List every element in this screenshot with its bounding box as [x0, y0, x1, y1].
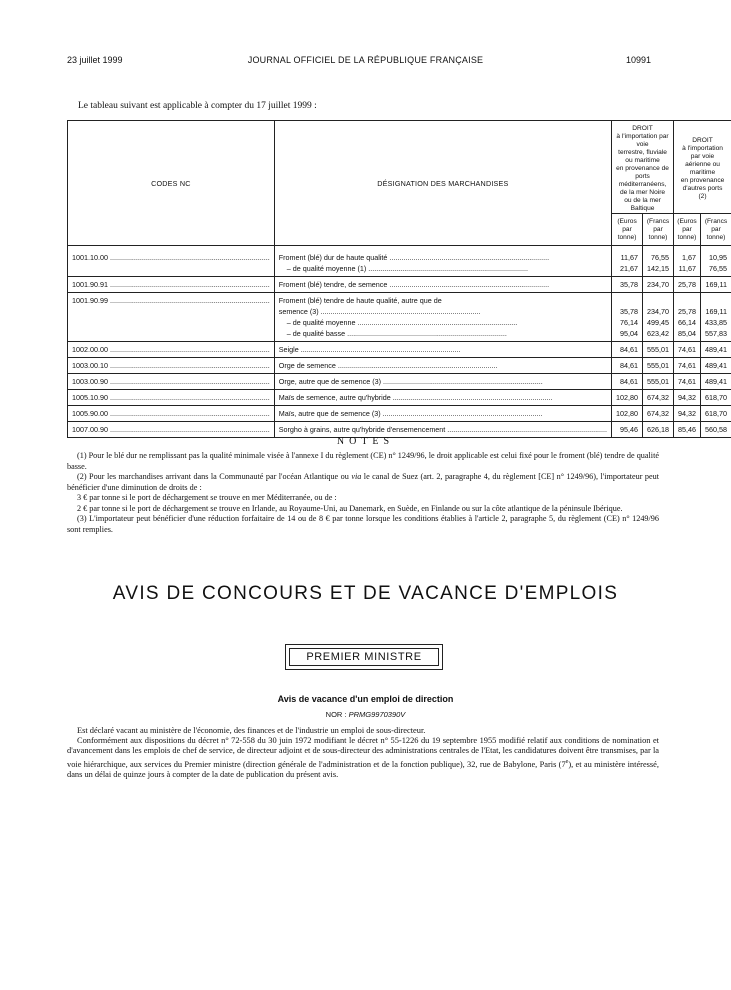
- designation-line: Maïs de semence, autre qu'hybride ................................................................................: [278, 393, 553, 402]
- designation-cell: [274, 374, 611, 390]
- designation-cell: [274, 342, 611, 358]
- value: 626,18: [647, 425, 670, 434]
- value-cell: [701, 277, 731, 293]
- value: 555,01: [647, 361, 670, 370]
- droit-header-line: en provenance de ports: [616, 165, 669, 180]
- nc-code: 1003.00.10 ................................................................................: [72, 361, 270, 370]
- code-cell: [68, 374, 275, 390]
- droit-header-line: DROIT: [632, 125, 653, 132]
- value-cell: [674, 358, 701, 374]
- value: 1,67: [682, 253, 697, 262]
- nc-code: 1001.90.91 ................................................................................: [72, 280, 270, 289]
- value: 169,11: [705, 307, 727, 316]
- table-row: [68, 293, 731, 342]
- value: 35,78: [620, 280, 639, 289]
- note-2b: 2 € par tonne si le port de déchargement se trouve en Irlande, au Royaume-Uni, au Danemark, en Suède, en Finlande ou sur la côte atlantique de la péninsule Ibérique.: [77, 503, 623, 513]
- value: 76,55: [709, 264, 727, 273]
- value: 25,78: [678, 307, 697, 316]
- column-header-designation: DÉSIGNATION DES MARCHANDISES: [274, 121, 611, 246]
- value: 95,04: [620, 329, 639, 338]
- value-cell: [643, 277, 674, 293]
- code-cell: [68, 406, 275, 422]
- value: 85,46: [678, 425, 697, 434]
- value: 102,80: [616, 409, 639, 418]
- value: 555,01: [647, 345, 670, 354]
- value-cell: [701, 342, 731, 358]
- value: 489,41: [705, 345, 727, 354]
- table-row: [68, 246, 731, 277]
- value: 623,42: [647, 329, 670, 338]
- designation-line: Sorgho à grains, autre qu'hybride d'ensemencement ................................................................................: [278, 425, 608, 434]
- table-row: [68, 342, 731, 358]
- body-paragraph-2: Conformément aux dispositions du décret n° 72-558 du 30 juin 1972 modifiant le décret n° 55-1226 du 19 septembre 1955 modifié relatif aux conditions de nomination et d'avancement dans les emplois de chef de service, de directeur adjoint et de sous-directeur des administrations centrales de l'Etat, les candidatures doivent être transmises, par la voie hiérarchique, aux services du Premier ministre (direction générale de l'administration et de la fonction publique), 32, rue de Babylone, Paris (7e), et au ministère intéressé, dans un délai de quinze jours à compter de la date de publication du présent avis.: [67, 736, 659, 779]
- value-cell: [643, 358, 674, 374]
- value-cell: [674, 374, 701, 390]
- value: 560,58: [705, 425, 727, 434]
- nc-code: 1002.00.00 ................................................................................: [72, 345, 270, 354]
- droit-header-line: DROIT: [692, 137, 713, 144]
- value: 21,67: [620, 264, 639, 273]
- value-cell: [701, 293, 731, 342]
- designation-line: Froment (blé) dur de haute qualité ................................................................................: [278, 253, 550, 262]
- column-header-droit-mediterranee: [612, 121, 674, 214]
- value: 95,46: [620, 425, 639, 434]
- value-cell: [701, 246, 731, 277]
- value-cell: [674, 246, 701, 277]
- code-cell: [68, 342, 275, 358]
- value: 489,41: [705, 361, 727, 370]
- value: 76,14: [620, 318, 639, 327]
- value-cell: [674, 342, 701, 358]
- unit-header-francs: (Francs par tonne): [643, 214, 674, 246]
- droit-header-line: aérienne ou maritime: [685, 161, 720, 176]
- note-1: (1) Pour le blé dur ne remplissant pas la qualité minimale visée à l'annexe I du règlement (CE) n° 1249/96, le droit applicable est celui fixé pour le froment (blé) tendre de qualité basse.: [67, 451, 659, 471]
- journal-title: JOURNAL OFFICIEL DE LA RÉPUBLIQUE FRANÇAISE: [247, 55, 484, 65]
- value: 94,32: [678, 393, 697, 402]
- value: 557,83: [705, 329, 727, 338]
- table-row: [68, 358, 731, 374]
- designation-line: – de qualité basse ................................................................................: [286, 329, 507, 338]
- value-cell: [612, 358, 643, 374]
- note-2a: 3 € par tonne si le port de déchargement se trouve en mer Méditerranée, ou de :: [77, 493, 337, 502]
- value: 84,61: [620, 345, 639, 354]
- value-cell: [701, 374, 731, 390]
- value-cell: [612, 390, 643, 406]
- column-header-codes: CODES NC: [68, 121, 275, 246]
- value-cell: [612, 374, 643, 390]
- table-row: [68, 390, 731, 406]
- vacancy-body: [67, 726, 659, 780]
- value: 618,70: [705, 393, 727, 402]
- value: 74,61: [678, 345, 697, 354]
- vacancy-title: Avis de vacance d'un emploi de direction: [277, 694, 454, 704]
- note-3: (3) L'importateur peut bénéficier d'une réduction forfaitaire de 14 ou de 8 € par tonne lorsque les conditions établies à l'article 2, paragraphe 5, du règlement (CE) n° 1249/96 sont remplies.: [67, 514, 659, 534]
- table-row: [68, 277, 731, 293]
- value: [616, 295, 638, 306]
- droit-header-line: terrestre, fluviale ou maritime: [618, 149, 667, 164]
- notes-heading: NOTES: [336, 436, 395, 447]
- table-row: [68, 406, 731, 422]
- ministre-box: [285, 644, 443, 670]
- value-cell: [612, 342, 643, 358]
- droit-header-line: ou de la mer Baltique: [624, 197, 661, 212]
- ministre-label: PREMIER MINISTRE: [289, 648, 439, 666]
- designation-cell: [274, 406, 611, 422]
- value-cell: [612, 293, 643, 342]
- value: [705, 295, 727, 306]
- code-cell: [68, 277, 275, 293]
- designation-line: Maïs, autre que de semence (3) ................................................................................: [278, 409, 543, 418]
- droit-header-line: de la mer Noire: [619, 189, 666, 196]
- nor-reference: NOR : PRMG9970390V: [325, 710, 406, 719]
- droit-header-line: méditerranéens,: [618, 181, 667, 188]
- value: 11,67: [620, 253, 639, 262]
- designation-line: Froment (blé) tendre, de semence ................................................................................: [278, 280, 550, 289]
- value: 674,32: [647, 393, 670, 402]
- value: [678, 295, 696, 306]
- value: 234,70: [647, 280, 670, 289]
- section-title: AVIS DE CONCOURS ET DE VACANCE D'EMPLOIS: [112, 583, 619, 604]
- value-cell: [674, 406, 701, 422]
- value-cell: [674, 293, 701, 342]
- value-cell: [701, 390, 731, 406]
- value-cell: [643, 342, 674, 358]
- value: 169,11: [705, 280, 727, 289]
- value: 102,80: [616, 393, 639, 402]
- intro-text: Le tableau suivant est applicable à compter du 17 juillet 1999 :: [78, 101, 317, 111]
- page-number: 10991: [625, 55, 651, 65]
- designation-line: Seigle ................................................................................: [278, 345, 461, 354]
- unit-header-francs: (Francs par tonne): [701, 214, 731, 246]
- value: 142,15: [647, 264, 670, 273]
- notes-block: [67, 451, 659, 535]
- value-cell: [643, 246, 674, 277]
- designation-line: Orge de semence ................................................................................: [278, 361, 498, 370]
- droit-header-line: à l'importation par voie: [616, 133, 669, 148]
- value: 11,67: [678, 264, 697, 273]
- designation-line: Orge, autre que de semence (3) ................................................................................: [278, 377, 543, 386]
- value: 25,78: [678, 280, 697, 289]
- value: [647, 295, 669, 306]
- value-cell: [701, 358, 731, 374]
- designation-cell: [274, 358, 611, 374]
- value: 234,70: [647, 307, 670, 316]
- value-cell: [612, 277, 643, 293]
- value-cell: [612, 406, 643, 422]
- value: 674,32: [647, 409, 670, 418]
- value: 85,04: [678, 329, 697, 338]
- value: 618,70: [705, 409, 727, 418]
- value-cell: [701, 406, 731, 422]
- designation-line: Froment (blé) tendre de haute qualité, autre que de: [278, 296, 442, 305]
- value: 76,55: [651, 253, 670, 262]
- droit-header-line: en provenance: [680, 177, 725, 184]
- designation-cell: [274, 390, 611, 406]
- designation-line: semence (3) ................................................................................: [278, 307, 481, 316]
- droit-header-line: à l'importation par voie: [682, 145, 723, 160]
- nc-code: 1005.90.00 ................................................................................: [72, 409, 270, 418]
- value-cell: [674, 390, 701, 406]
- code-cell: [68, 390, 275, 406]
- column-header-droit-autres-ports: [674, 121, 731, 214]
- designation-line: – de qualité moyenne ................................................................................: [286, 318, 518, 327]
- tariff-table: [67, 120, 731, 438]
- code-cell: [68, 246, 275, 277]
- nc-code: 1001.10.00 ................................................................................: [72, 253, 270, 262]
- nc-code: 1001.90.99 ................................................................................: [72, 296, 270, 305]
- nc-code: 1003.00.90 ................................................................................: [72, 377, 270, 386]
- value: 74,61: [678, 361, 697, 370]
- unit-header-euros: (Euros par tonne): [674, 214, 701, 246]
- value-cell: [612, 246, 643, 277]
- designation-line: – de qualité moyenne (1) ................................................................................: [286, 264, 528, 273]
- body-paragraph-1: Est déclaré vacant au ministère de l'économie, des finances et de l'industrie un emploi de sous-directeur.: [77, 726, 426, 735]
- value: 10,95: [709, 253, 727, 262]
- value: 499,45: [647, 318, 670, 327]
- value-cell: [643, 374, 674, 390]
- value-cell: [643, 293, 674, 342]
- table-row: [68, 374, 731, 390]
- value: 94,32: [678, 409, 697, 418]
- value: 489,41: [705, 377, 727, 386]
- value: 74,61: [678, 377, 697, 386]
- code-cell: [68, 358, 275, 374]
- value: 555,01: [647, 377, 670, 386]
- designation-cell: [274, 277, 611, 293]
- value: 433,85: [705, 318, 727, 327]
- nc-code: 1005.10.90 ................................................................................: [72, 393, 270, 402]
- value-cell: [643, 406, 674, 422]
- note-2: (2) Pour les marchandises arrivant dans la Communauté par l'océan Atlantique ou via le canal de Suez (art. 2, paragraphe 4, du règlement [CE] n° 1249/96), l'importateur peut bénéficier d'une diminution de droits de :: [67, 472, 660, 492]
- unit-header-euros: (Euros par tonne): [612, 214, 643, 246]
- value-cell: [643, 390, 674, 406]
- value-cell: [674, 277, 701, 293]
- value: 84,61: [620, 377, 639, 386]
- nc-code: 1007.00.90 ................................................................................: [72, 425, 270, 434]
- header-date: 23 juillet 1999: [67, 55, 123, 65]
- code-cell: [68, 293, 275, 342]
- designation-cell: [274, 246, 611, 277]
- value: 35,78: [620, 307, 639, 316]
- droit-header-line: d'autres ports (2): [682, 185, 723, 200]
- value: 84,61: [620, 361, 639, 370]
- value: 66,14: [678, 318, 697, 327]
- designation-cell: [274, 293, 611, 342]
